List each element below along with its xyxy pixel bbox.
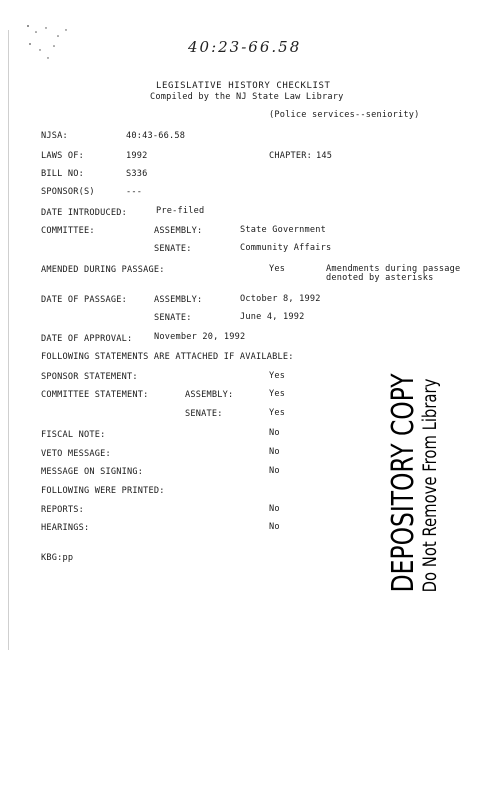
amended-label: AMENDED DURING PASSAGE: xyxy=(41,265,165,275)
amended-note-line1: Amendments during passage xyxy=(326,264,461,274)
message-on-signing-label: MESSAGE ON SIGNING: xyxy=(41,467,144,477)
scan-specks xyxy=(18,18,78,68)
initials: KBG:pp xyxy=(41,553,74,563)
fiscal-note-label: FISCAL NOTE: xyxy=(41,430,106,440)
committee-statement-assembly-label: ASSEMBLY: xyxy=(185,390,234,400)
sponsor-label: SPONSOR(S) xyxy=(41,187,95,197)
amended-note-line2: denoted by asterisks xyxy=(326,273,434,283)
committee-statement-label: COMMITTEE STATEMENT: xyxy=(41,390,149,400)
laws-label: LAWS OF: xyxy=(41,151,84,161)
committee-assembly-value: State Government xyxy=(240,225,326,235)
date-introduced-label: DATE INTRODUCED: xyxy=(41,208,127,218)
passage-assembly-label: ASSEMBLY: xyxy=(154,295,203,305)
committee-assembly-label: ASSEMBLY: xyxy=(154,226,203,236)
approval-label: DATE OF APPROVAL: xyxy=(41,334,133,344)
printed-heading: FOLLOWING WERE PRINTED: xyxy=(41,486,165,496)
passage-label: DATE OF PASSAGE: xyxy=(41,295,127,305)
scan-edge-line xyxy=(8,30,9,650)
veto-message-label: VETO MESSAGE: xyxy=(41,449,111,459)
reports-value: No xyxy=(269,504,280,514)
sponsor-statement-value: Yes xyxy=(269,371,286,381)
sponsor-value: --- xyxy=(126,187,143,197)
approval-value: November 20, 1992 xyxy=(154,332,246,342)
hearings-value: No xyxy=(269,522,280,532)
chapter-label: CHAPTER: xyxy=(269,151,312,161)
hearings-label: HEARINGS: xyxy=(41,523,90,533)
compiled-by: Compiled by the NJ State Law Library xyxy=(150,92,344,102)
njsa-value: 40:43-66.58 xyxy=(126,131,186,141)
message-on-signing-value: No xyxy=(269,466,280,476)
passage-assembly-value: October 8, 1992 xyxy=(240,294,321,304)
depository-copy-stamp xyxy=(388,312,442,593)
committee-statement-assembly-value: Yes xyxy=(269,389,286,399)
reports-label: REPORTS: xyxy=(41,505,84,515)
chapter-value: 145 xyxy=(316,151,333,161)
passage-senate-value: June 4, 1992 xyxy=(240,312,305,322)
committee-label: COMMITTEE: xyxy=(41,226,95,236)
stamp-line-1: DEPOSITORY COPY xyxy=(386,373,421,593)
committee-senate-value: Community Affairs xyxy=(240,243,332,253)
committee-senate-label: SENATE: xyxy=(154,244,192,254)
stamp-line-2: Do Not Remove From Library xyxy=(420,378,441,593)
fiscal-note-value: No xyxy=(269,428,280,438)
handwritten-reference: 40:23-66.58 xyxy=(188,38,302,56)
veto-message-value: No xyxy=(269,447,280,457)
njsa-label: NJSA: xyxy=(41,131,68,141)
bill-label: BILL NO: xyxy=(41,169,84,179)
committee-statement-senate-label: SENATE: xyxy=(185,409,223,419)
committee-statement-senate-value: Yes xyxy=(269,408,286,418)
passage-senate-label: SENATE: xyxy=(154,313,192,323)
sponsor-statement-label: SPONSOR STATEMENT: xyxy=(41,372,138,382)
checklist-title: LEGISLATIVE HISTORY CHECKLIST xyxy=(156,81,331,91)
laws-value: 1992 xyxy=(126,151,148,161)
bill-value: S336 xyxy=(126,169,148,179)
amended-value: Yes xyxy=(269,264,286,274)
date-introduced-value: Pre-filed xyxy=(156,206,205,216)
subject-line: (Police services--seniority) xyxy=(269,110,420,120)
statements-heading: FOLLOWING STATEMENTS ARE ATTACHED IF AVAILABLE: xyxy=(41,352,294,362)
